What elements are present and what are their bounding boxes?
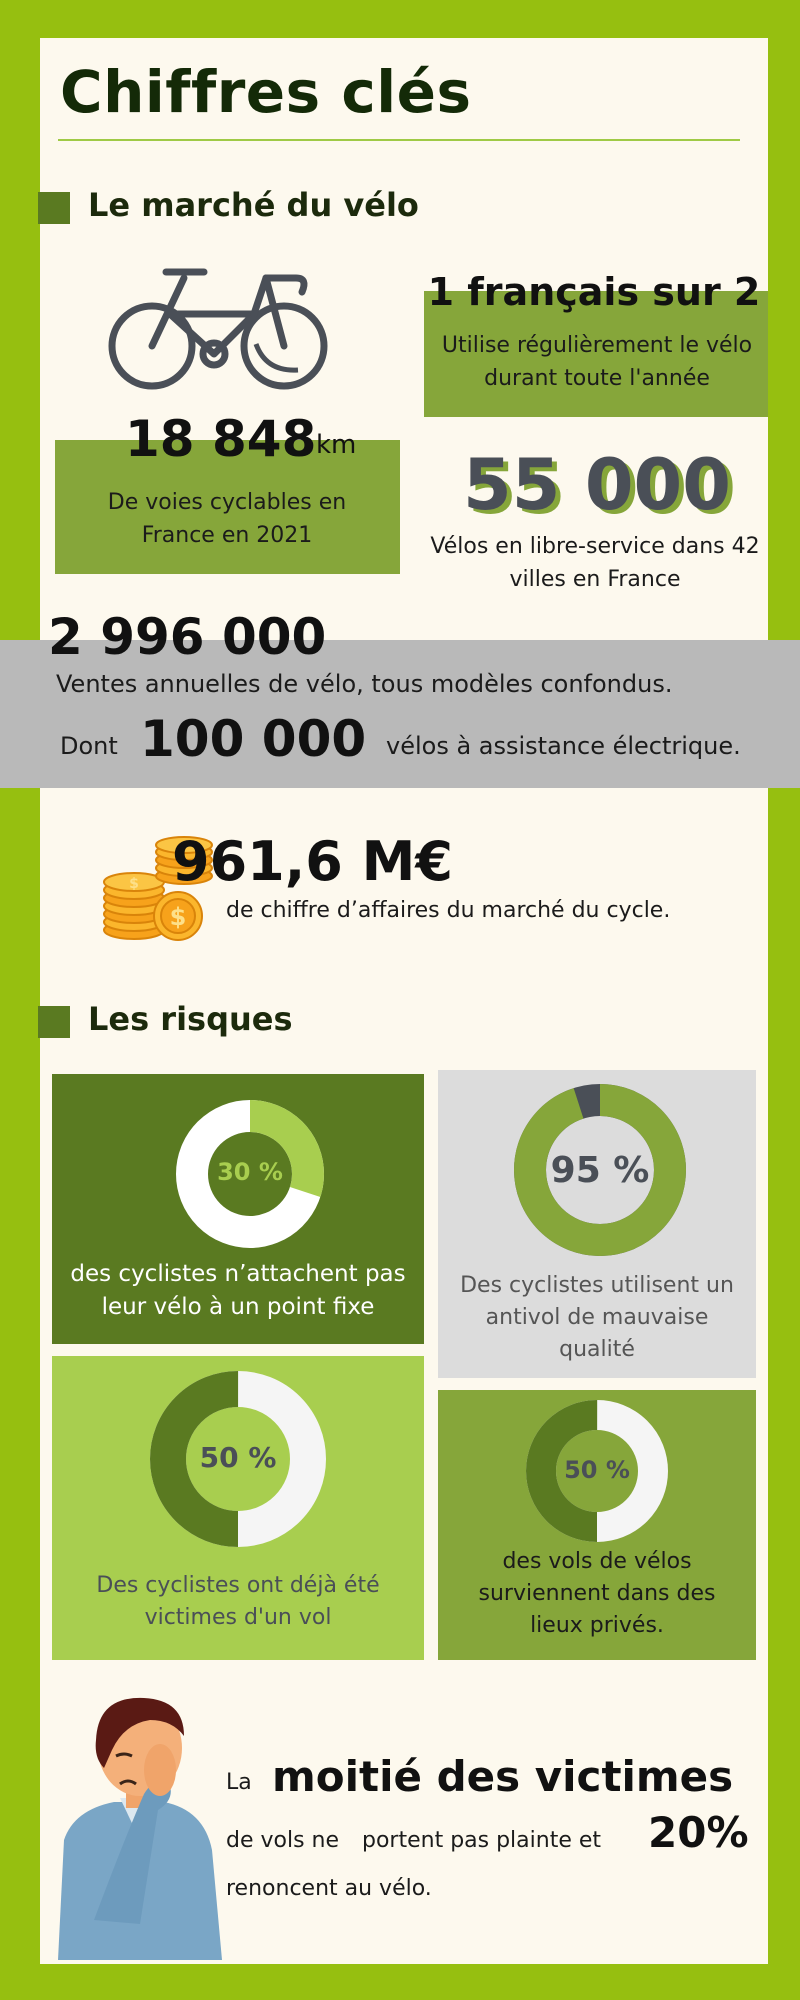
stat-ebike-value: 100 000 (140, 710, 367, 768)
bicycle-icon (108, 266, 328, 402)
donut-label-unlocked: 30 % (217, 1158, 283, 1186)
stat-revenue-value: 961,6 M€ (172, 830, 453, 893)
footer-word-renoncent: renoncent au vélo. (226, 1876, 432, 1901)
title-divider (58, 139, 740, 141)
donut-label-bad-lock: 95 % (550, 1150, 650, 1191)
stat-lanes-unit: km (316, 430, 357, 460)
stat-bikeshare-value: 55 000 (463, 444, 731, 526)
stat-revenue-text: de chiffre d’affaires du marché du cycle. (226, 898, 671, 923)
stat-ebike-text: vélos à assistance électrique. (386, 732, 741, 760)
section-heading-risks: Les risques (88, 1000, 293, 1038)
footer-word-plainte: portent pas plainte et (362, 1828, 602, 1853)
worried-man-illustration (54, 1690, 224, 1960)
stat-users-text: Utilise régulièrement le vélo durant toute l'année (441, 333, 753, 391)
risk-text-unlocked: des cyclistes n’attachent pas leur vélo à un point fixe (70, 1261, 406, 1321)
footer-word-la: La (226, 1770, 252, 1795)
page-title: Chiffres clés (60, 58, 472, 126)
svg-text:$: $ (129, 876, 139, 892)
stat-sales-text: Ventes annuelles de vélo, tous modèles confondus. (56, 670, 673, 698)
risk-text-private-places: des vols de vélos surviennent dans des lieux privés. (478, 1549, 716, 1638)
svg-text:$: $ (169, 903, 187, 931)
stat-sales-prefix: Dont (60, 732, 118, 760)
stat-bikeshare-text: Vélos en libre-service dans 42 villes en France (430, 534, 760, 592)
risk-text-bad-lock: Des cyclistes utilisent un antivol de mauvaise qualité (460, 1273, 734, 1362)
stat-users-headline: 1 français sur 2 (427, 270, 761, 314)
footer-emphasis: moitié des victimes (272, 1752, 734, 1801)
donut-label-theft-victims: 50 % (199, 1441, 277, 1474)
stat-lanes-value: 18 848 (125, 410, 317, 468)
footer-word-de-vols: de vols ne (226, 1828, 340, 1853)
stat-sales-value: 2 996 000 (48, 608, 327, 666)
donut-label-private-places: 50 % (564, 1456, 630, 1484)
section-marker (38, 192, 70, 224)
stat-lanes-text: De voies cyclables en France en 2021 (107, 490, 347, 548)
footer-percent: 20% (648, 1808, 749, 1857)
section-heading-market: Le marché du vélo (88, 186, 419, 224)
risk-text-theft-victims: Des cyclistes ont déjà été victimes d'un vol (96, 1573, 380, 1630)
section-marker (38, 1006, 70, 1038)
